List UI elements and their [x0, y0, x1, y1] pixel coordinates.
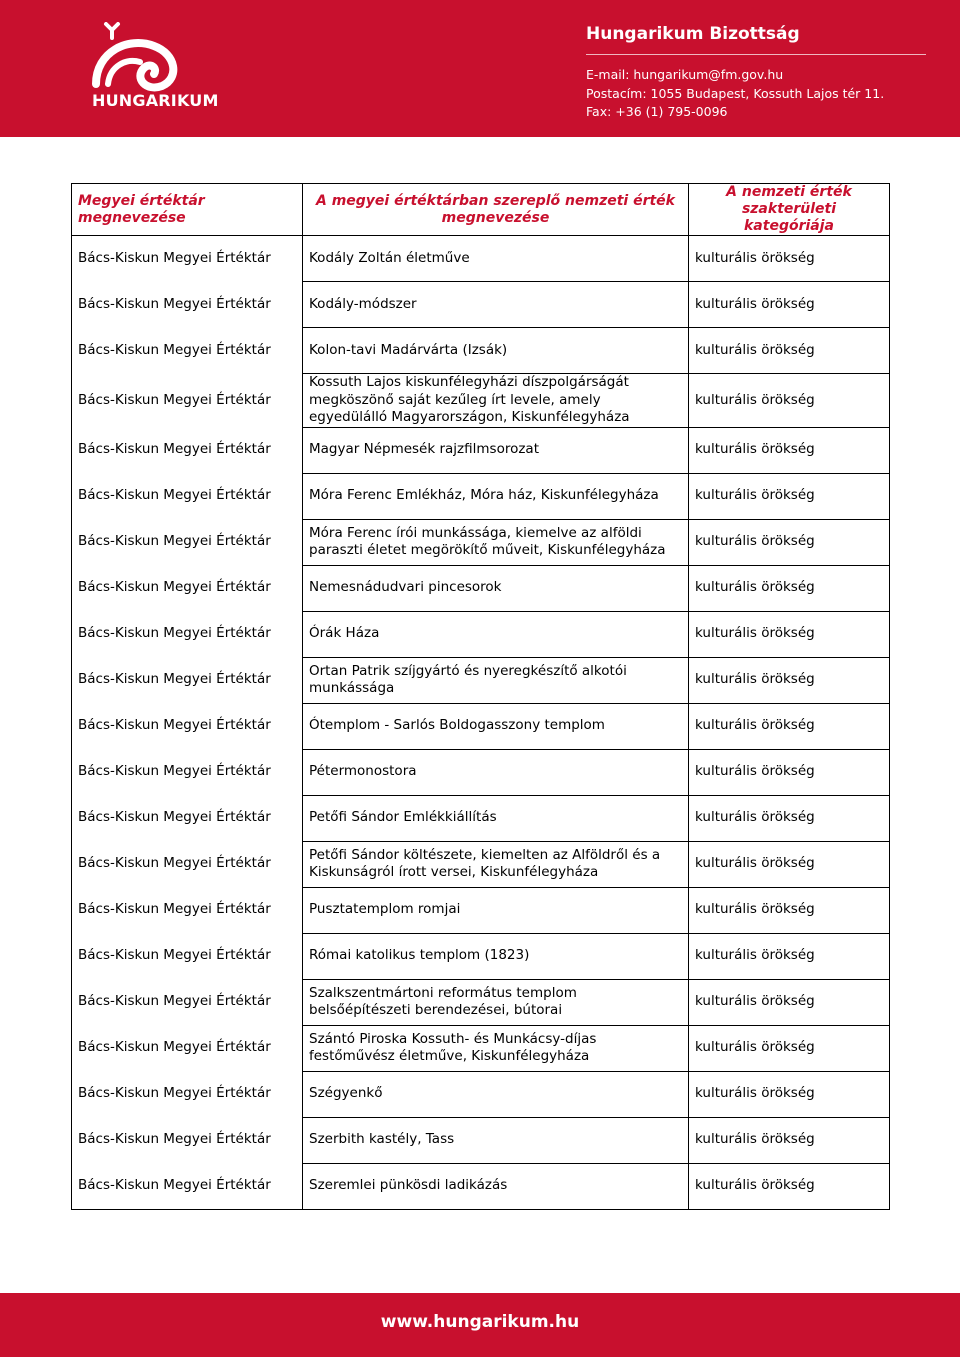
table-row — [72, 1071, 890, 1117]
county-cell: Bács-Kiskun Megyei Értéktár — [72, 703, 303, 749]
table-row — [72, 565, 890, 611]
table-header-row — [72, 184, 890, 236]
table-row — [72, 795, 890, 841]
county-cell: Bács-Kiskun Megyei Értéktár — [72, 282, 303, 328]
value-cell: Pétermonostora — [303, 749, 689, 795]
table-row — [72, 1025, 890, 1071]
contact-address: Postacím: 1055 Budapest, Kossuth Lajos tér 11. — [586, 86, 885, 101]
category-cell: kulturális örökség — [689, 749, 890, 795]
value-cell: Nemesnádudvari pincesorok — [303, 565, 689, 611]
value-cell: Magyar Népmesék rajzfilmsorozat — [303, 427, 689, 473]
category-cell: kulturális örökség — [689, 282, 890, 328]
county-cell: Bács-Kiskun Megyei Értéktár — [72, 473, 303, 519]
table-row — [72, 979, 890, 1025]
table-row — [72, 887, 890, 933]
category-cell: kulturális örökség — [689, 473, 890, 519]
table-row — [72, 427, 890, 473]
county-cell: Bács-Kiskun Megyei Értéktár — [72, 565, 303, 611]
county-cell: Bács-Kiskun Megyei Értéktár — [72, 841, 303, 887]
value-cell: Szégyenkő — [303, 1071, 689, 1117]
value-cell: Kossuth Lajos kiskunfélegyházi díszpolgárságát megköszönő saját kezűleg írt levele, amely egyedülálló Magyarországon, Kiskunfélegyháza — [303, 374, 689, 428]
value-cell: Kolon-tavi Madárvárta (Izsák) — [303, 328, 689, 374]
category-cell: kulturális örökség — [689, 933, 890, 979]
table-row — [72, 328, 890, 374]
category-cell: kulturális örökség — [689, 565, 890, 611]
county-cell: Bács-Kiskun Megyei Értéktár — [72, 1025, 303, 1071]
contact-fax: Fax: +36 (1) 795-0096 — [586, 104, 728, 119]
value-cell: Szántó Piroska Kossuth- és Munkácsy-díjas festőművész életműve, Kiskunfélegyháza — [303, 1025, 689, 1071]
county-cell: Bács-Kiskun Megyei Értéktár — [72, 657, 303, 703]
category-cell: kulturális örökség — [689, 657, 890, 703]
table-row — [72, 374, 890, 428]
category-cell: kulturális örökség — [689, 887, 890, 933]
header-divider — [586, 54, 926, 55]
category-cell: kulturális örökség — [689, 795, 890, 841]
county-cell: Bács-Kiskun Megyei Értéktár — [72, 427, 303, 473]
category-cell: kulturális örökség — [689, 703, 890, 749]
category-cell: kulturális örökség — [689, 841, 890, 887]
value-cell: Móra Ferenc Emlékház, Móra ház, Kiskunfélegyháza — [303, 473, 689, 519]
table-row — [72, 236, 890, 282]
value-cell: Ótemplom - Sarlós Boldogasszony templom — [303, 703, 689, 749]
page-footer — [0, 1293, 960, 1357]
value-cell: Ortan Patrik szíjgyártó és nyeregkészítő alkotói munkássága — [303, 657, 689, 703]
category-cell: kulturális örökség — [689, 1163, 890, 1209]
table-row — [72, 473, 890, 519]
org-title: Hungarikum Bizottság — [586, 24, 800, 44]
value-cell: Pusztatemplom romjai — [303, 887, 689, 933]
county-cell: Bács-Kiskun Megyei Értéktár — [72, 1163, 303, 1209]
county-cell: Bács-Kiskun Megyei Értéktár — [72, 519, 303, 565]
county-cell: Bács-Kiskun Megyei Értéktár — [72, 374, 303, 428]
category-cell: kulturális örökség — [689, 374, 890, 428]
category-cell: kulturális örökség — [689, 427, 890, 473]
header-national-value-name: A megyei értéktárban szereplő nemzeti érték megnevezése — [303, 184, 689, 236]
county-cell: Bács-Kiskun Megyei Értéktár — [72, 795, 303, 841]
value-cell: Szerbith kastély, Tass — [303, 1117, 689, 1163]
value-cell: Római katolikus templom (1823) — [303, 933, 689, 979]
table-row — [72, 841, 890, 887]
logo-text: HUNGARIKUM — [92, 91, 219, 110]
table-row — [72, 611, 890, 657]
county-cell: Bács-Kiskun Megyei Értéktár — [72, 749, 303, 795]
value-cell: Móra Ferenc írói munkássága, kiemelve az alföldi paraszti életet megörökítő műveit, Kiskunfélegyháza — [303, 519, 689, 565]
table-row — [72, 1117, 890, 1163]
value-cell: Petőfi Sándor Emlékkiállítás — [303, 795, 689, 841]
category-cell: kulturális örökség — [689, 611, 890, 657]
national-values-table — [71, 183, 890, 1210]
category-cell: kulturális örökség — [689, 1117, 890, 1163]
category-cell: kulturális örökség — [689, 236, 890, 282]
value-cell: Szeremlei pünkösdi ladikázás — [303, 1163, 689, 1209]
county-cell: Bács-Kiskun Megyei Értéktár — [72, 1117, 303, 1163]
table-row — [72, 749, 890, 795]
county-cell: Bács-Kiskun Megyei Értéktár — [72, 236, 303, 282]
table-row — [72, 519, 890, 565]
county-cell: Bács-Kiskun Megyei Értéktár — [72, 328, 303, 374]
table-row — [72, 933, 890, 979]
value-cell: Kodály-módszer — [303, 282, 689, 328]
value-cell: Órák Háza — [303, 611, 689, 657]
contact-email: E-mail: hungarikum@fm.gov.hu — [586, 67, 784, 82]
value-cell: Petőfi Sándor költészete, kiemelten az Alföldről és a Kiskunságról írott versei, Kiskunfélegyháza — [303, 841, 689, 887]
county-cell: Bács-Kiskun Megyei Értéktár — [72, 979, 303, 1025]
header-category: A nemzeti érték szakterületi kategóriája — [689, 184, 890, 236]
table-row — [72, 703, 890, 749]
county-cell: Bács-Kiskun Megyei Értéktár — [72, 611, 303, 657]
table-row — [72, 282, 890, 328]
header-county-repository: Megyei értéktár megnevezése — [72, 184, 303, 236]
category-cell: kulturális örökség — [689, 519, 890, 565]
category-cell: kulturális örökség — [689, 1025, 890, 1071]
value-cell: Kodály Zoltán életműve — [303, 236, 689, 282]
county-cell: Bács-Kiskun Megyei Értéktár — [72, 887, 303, 933]
table-row — [72, 657, 890, 703]
website-link[interactable]: www.hungarikum.hu — [380, 1312, 580, 1332]
category-cell: kulturális örökség — [689, 328, 890, 374]
category-cell: kulturális örökség — [689, 979, 890, 1025]
value-cell: Szalkszentmártoni református templom belsőépítészeti berendezései, bútorai — [303, 979, 689, 1025]
category-cell: kulturális örökség — [689, 1071, 890, 1117]
page-header — [0, 0, 960, 137]
table-row — [72, 1163, 890, 1209]
county-cell: Bács-Kiskun Megyei Értéktár — [72, 1071, 303, 1117]
county-cell: Bács-Kiskun Megyei Értéktár — [72, 933, 303, 979]
